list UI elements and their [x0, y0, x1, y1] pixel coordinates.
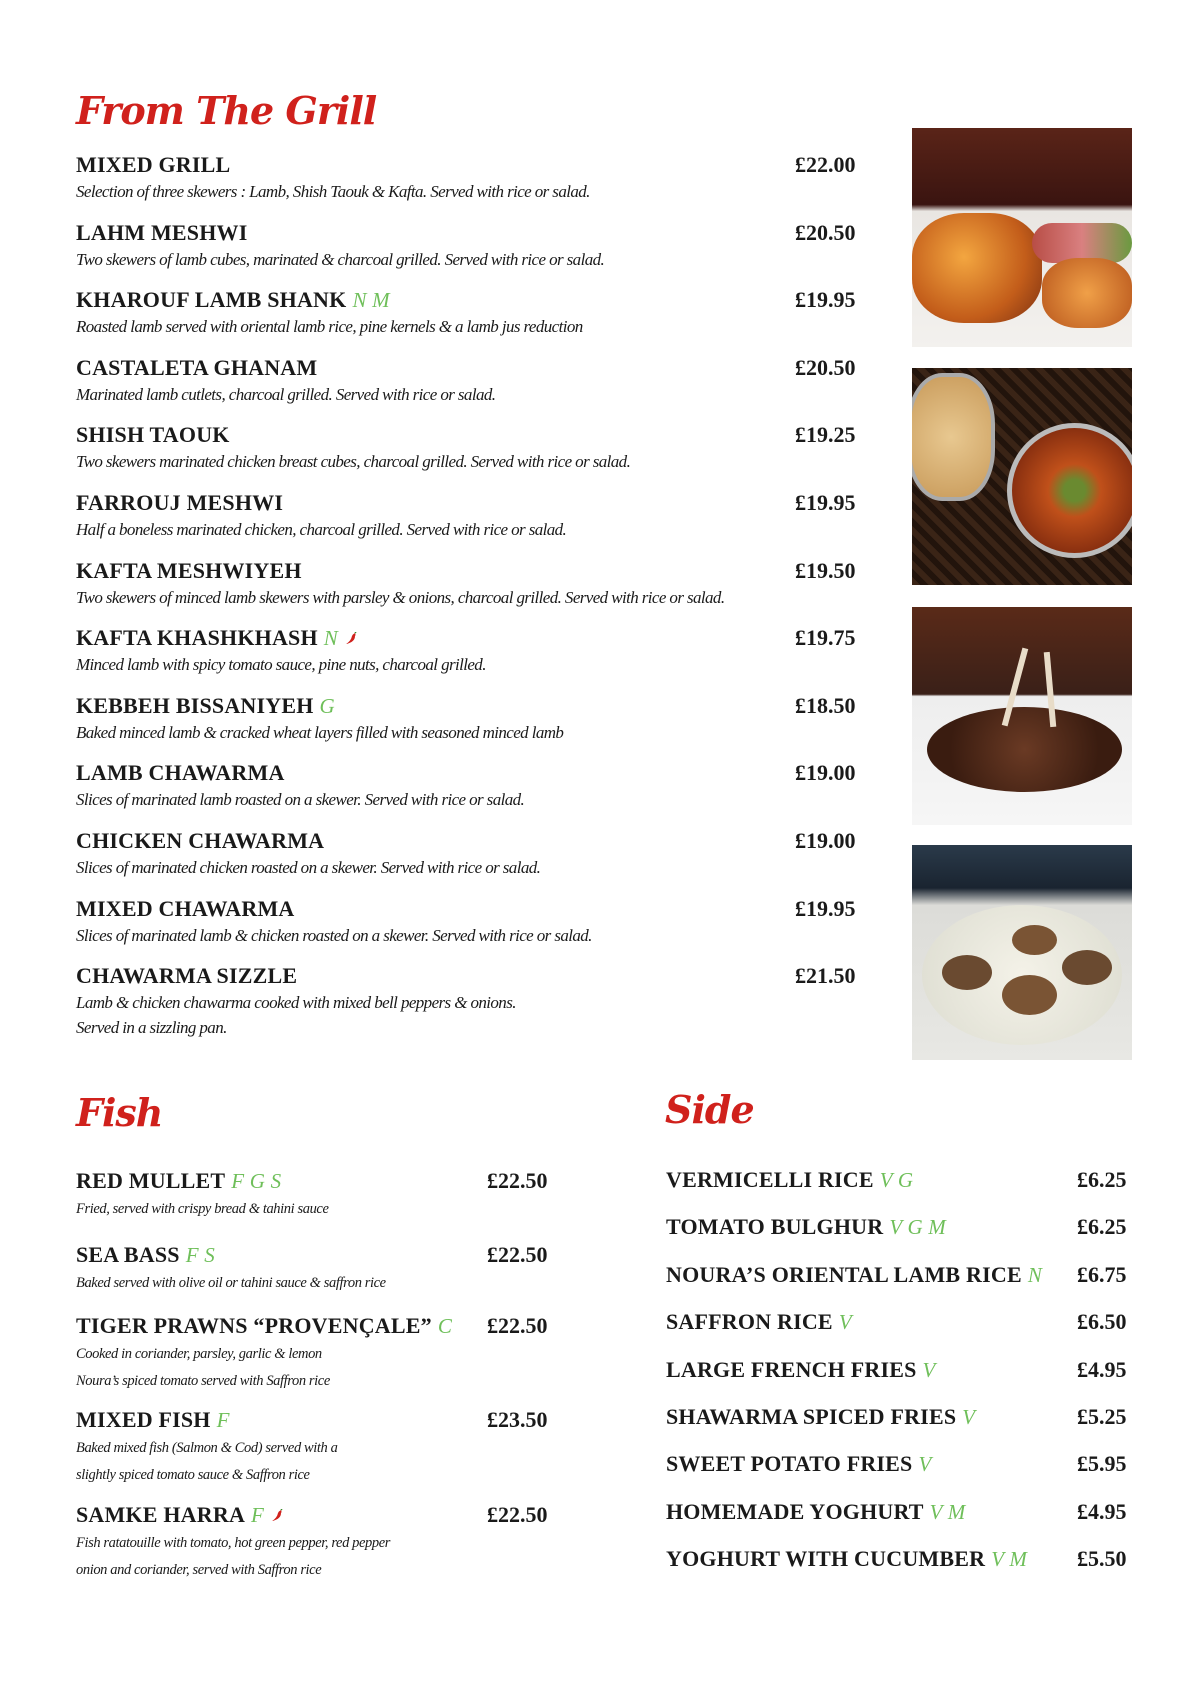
item-name-text: SHISH TAOUK: [76, 422, 230, 447]
item-name-text: KAFTA KHASHKHASH: [76, 625, 318, 650]
dietary-tags: F G S: [231, 1169, 282, 1193]
item-description: Minced lamb with spicy tomato sauce, pine nuts, charcoal grilled.: [76, 655, 486, 674]
item-name-text: HOMEMADE YOGHURT: [666, 1499, 924, 1524]
dietary-tags: F: [251, 1503, 265, 1527]
item-name-text: MIXED GRILL: [76, 152, 231, 177]
item-name-text: SWEET POTATO FRIES: [666, 1451, 913, 1476]
item-price: £5.50: [1077, 1546, 1127, 1571]
item-name: [76, 896, 592, 922]
dietary-tags: N: [323, 626, 338, 650]
menu-item: [76, 287, 583, 338]
photo-grilled-chicken: [912, 128, 1132, 347]
item-name: [76, 422, 630, 448]
menu-item: [76, 896, 592, 947]
item-description: Baked served with olive oil or tahini sauce & saffron rice: [76, 1275, 386, 1291]
grill-heading: From The Grill: [76, 88, 377, 133]
menu-item: [666, 1357, 936, 1383]
item-description: Noura’s spiced tomato served with Saffron rice: [76, 1373, 330, 1389]
menu-item: [666, 1499, 965, 1525]
item-description: Half a boneless marinated chicken, charcoal grilled. Served with rice or salad.: [76, 520, 567, 539]
item-description: Selection of three skewers : Lamb, Shish Taouk & Kafta. Served with rice or salad.: [76, 182, 590, 201]
menu-item: [76, 1242, 386, 1295]
item-name: [666, 1214, 946, 1240]
item-name-text: MIXED FISH: [76, 1407, 211, 1432]
item-price: £19.25: [795, 422, 856, 447]
item-description: Roasted lamb served with oriental lamb rice, pine kernels & a lamb jus reduction: [76, 317, 583, 336]
item-name: [76, 828, 540, 854]
item-name-text: SAMKE HARRA: [76, 1502, 246, 1527]
photo-lamb-cutlets: [912, 607, 1132, 825]
item-name-text: SHAWARMA SPICED FRIES: [666, 1404, 957, 1429]
dietary-tags: G: [319, 694, 335, 718]
item-price: £4.95: [1077, 1357, 1127, 1382]
item-description: Served in a sizzling pan.: [76, 1018, 227, 1037]
item-name-text: KAFTA MESHWIYEH: [76, 558, 302, 583]
photo-stuffed-kebbeh: [912, 845, 1132, 1060]
item-name: [76, 760, 524, 786]
item-name-text: LAMB CHAWARMA: [76, 760, 285, 785]
item-name: [76, 355, 495, 381]
item-price: £20.50: [795, 355, 856, 380]
item-name-text: KHAROUF LAMB SHANK: [76, 287, 347, 312]
item-description: onion and coriander, served with Saffron rice: [76, 1562, 322, 1578]
item-name: [76, 558, 725, 584]
item-price: £21.50: [795, 963, 856, 988]
item-price: £19.95: [795, 490, 856, 515]
item-name: [76, 625, 486, 651]
item-price: £22.50: [487, 1242, 548, 1267]
item-description: Marinated lamb cutlets, charcoal grilled. Served with rice or salad.: [76, 385, 496, 404]
item-name-text: CASTALETA GHANAM: [76, 355, 318, 380]
item-name-text: LARGE FRENCH FRIES: [666, 1357, 917, 1382]
menu-item: [76, 625, 486, 676]
item-name-text: TOMATO BULGHUR: [666, 1214, 884, 1239]
menu-item: [666, 1167, 913, 1193]
chili-icon: [344, 626, 358, 640]
item-price: £19.95: [795, 896, 856, 921]
item-name: [666, 1309, 852, 1335]
item-description: slightly spiced tomato sauce & Saffron rice: [76, 1467, 310, 1483]
item-price: £19.00: [795, 760, 856, 785]
item-name: [76, 693, 563, 719]
menu-item: [666, 1451, 932, 1477]
item-name-text: RED MULLET: [76, 1168, 226, 1193]
item-name: [76, 1407, 337, 1433]
item-price: £6.50: [1077, 1309, 1127, 1334]
menu-item: [666, 1262, 1042, 1288]
item-price: £22.50: [487, 1168, 548, 1193]
item-name-text: NOURA’S ORIENTAL LAMB RICE: [666, 1262, 1022, 1287]
dietary-tags: F: [216, 1408, 230, 1432]
menu-item: [666, 1546, 1027, 1572]
item-description: Baked mixed fish (Salmon & Cod) served with a: [76, 1440, 338, 1456]
item-description: Two skewers of minced lamb skewers with parsley & onions, charcoal grilled. Served with rice or salad.: [76, 588, 725, 607]
item-name: [76, 1242, 386, 1268]
item-description: Cooked in coriander, parsley, garlic & lemon: [76, 1346, 322, 1362]
dietary-tags: N M: [352, 288, 390, 312]
menu-item: [76, 828, 540, 879]
item-price: £23.50: [487, 1407, 548, 1432]
item-price: £4.95: [1077, 1499, 1127, 1524]
item-name: [76, 287, 583, 313]
item-description: Slices of marinated chicken roasted on a skewer. Served with rice or salad.: [76, 858, 541, 877]
dietary-tags: C: [437, 1314, 453, 1338]
item-name: [76, 1168, 329, 1194]
menu-item: [76, 220, 604, 271]
item-name-text: CHAWARMA SIZZLE: [76, 963, 298, 988]
menu-item: [76, 693, 563, 744]
item-name: [666, 1262, 1042, 1288]
item-price: £19.00: [795, 828, 856, 853]
item-name: [76, 1313, 452, 1339]
item-name-text: SAFFRON RICE: [666, 1309, 833, 1334]
chili-icon: [270, 1503, 284, 1517]
menu-item: [76, 152, 590, 203]
item-name-text: LAHM MESHWI: [76, 220, 248, 245]
menu-item: [76, 490, 566, 541]
dietary-tags: N: [1027, 1263, 1043, 1287]
item-name: [666, 1499, 965, 1525]
item-name-text: YOGHURT WITH CUCUMBER: [666, 1546, 986, 1571]
item-description: Baked minced lamb & cracked wheat layers filled with seasoned minced lamb: [76, 723, 564, 742]
item-description: Lamb & chicken chawarma cooked with mixed bell peppers & onions.: [76, 993, 516, 1012]
dietary-tags: V: [962, 1405, 976, 1429]
item-description: Fried, served with crispy bread & tahini sauce: [76, 1201, 329, 1217]
dietary-tags: V G M: [889, 1215, 946, 1239]
item-name: [666, 1451, 932, 1477]
item-price: £19.95: [795, 287, 856, 312]
item-name: [76, 220, 604, 246]
menu-item: [76, 558, 725, 609]
item-name-text: MIXED CHAWARMA: [76, 896, 295, 921]
dietary-tags: V: [838, 1310, 852, 1334]
item-name: [76, 963, 516, 989]
side-heading: Side: [665, 1087, 754, 1132]
item-price: £22.50: [487, 1313, 548, 1338]
dietary-tags: V: [918, 1452, 932, 1476]
dietary-tags: V M: [991, 1547, 1028, 1571]
item-description: Slices of marinated lamb & chicken roasted on a skewer. Served with rice or salad.: [76, 926, 592, 945]
item-name: [76, 1502, 390, 1528]
dietary-tags: V: [922, 1358, 936, 1382]
menu-item: [666, 1404, 975, 1430]
menu-item: [76, 422, 630, 473]
item-price: £6.75: [1077, 1262, 1127, 1287]
dietary-tags: V G: [879, 1168, 914, 1192]
item-name: [666, 1404, 975, 1430]
menu-item: [76, 1502, 390, 1582]
dietary-tags: V M: [929, 1500, 966, 1524]
item-description: Two skewers marinated chicken breast cubes, charcoal grilled. Served with rice or salad.: [76, 452, 631, 471]
menu-item: [76, 963, 516, 1039]
item-name: [76, 490, 566, 516]
item-description: Fish ratatouille with tomato, hot green pepper, red pepper: [76, 1535, 391, 1551]
menu-item: [666, 1309, 852, 1335]
menu-item: [76, 1313, 452, 1393]
item-price: £6.25: [1077, 1214, 1127, 1239]
item-description: Two skewers of lamb cubes, marinated & charcoal grilled. Served with rice or salad.: [76, 250, 605, 269]
item-name: [666, 1357, 936, 1383]
item-price: £5.25: [1077, 1404, 1127, 1429]
item-price: £19.50: [795, 558, 856, 583]
item-name-text: VERMICELLI RICE: [666, 1167, 874, 1192]
menu-item: [76, 355, 495, 406]
item-price: £22.00: [795, 152, 856, 177]
item-name: [76, 152, 590, 178]
item-price: £20.50: [795, 220, 856, 245]
menu-item: [666, 1214, 946, 1240]
item-description: Slices of marinated lamb roasted on a skewer. Served with rice or salad.: [76, 790, 525, 809]
item-name-text: TIGER PRAWNS “PROVENÇALE”: [76, 1313, 432, 1338]
item-price: £22.50: [487, 1502, 548, 1527]
photo-rice-and-curry: [912, 368, 1132, 585]
item-name-text: KEBBEH BISSANIYEH: [76, 693, 314, 718]
item-price: £6.25: [1077, 1167, 1127, 1192]
item-name-text: CHICKEN CHAWARMA: [76, 828, 325, 853]
item-name: [666, 1546, 1027, 1572]
item-name-text: SEA BASS: [76, 1242, 180, 1267]
menu-item: [76, 1168, 329, 1221]
item-price: £19.75: [795, 625, 856, 650]
item-price: £18.50: [795, 693, 856, 718]
menu-item: [76, 1407, 337, 1487]
fish-heading: Fish: [76, 1090, 163, 1135]
item-price: £5.95: [1077, 1451, 1127, 1476]
item-name-text: FARROUJ MESHWI: [76, 490, 284, 515]
item-name: [666, 1167, 913, 1193]
dietary-tags: F S: [185, 1243, 215, 1267]
menu-item: [76, 760, 524, 811]
